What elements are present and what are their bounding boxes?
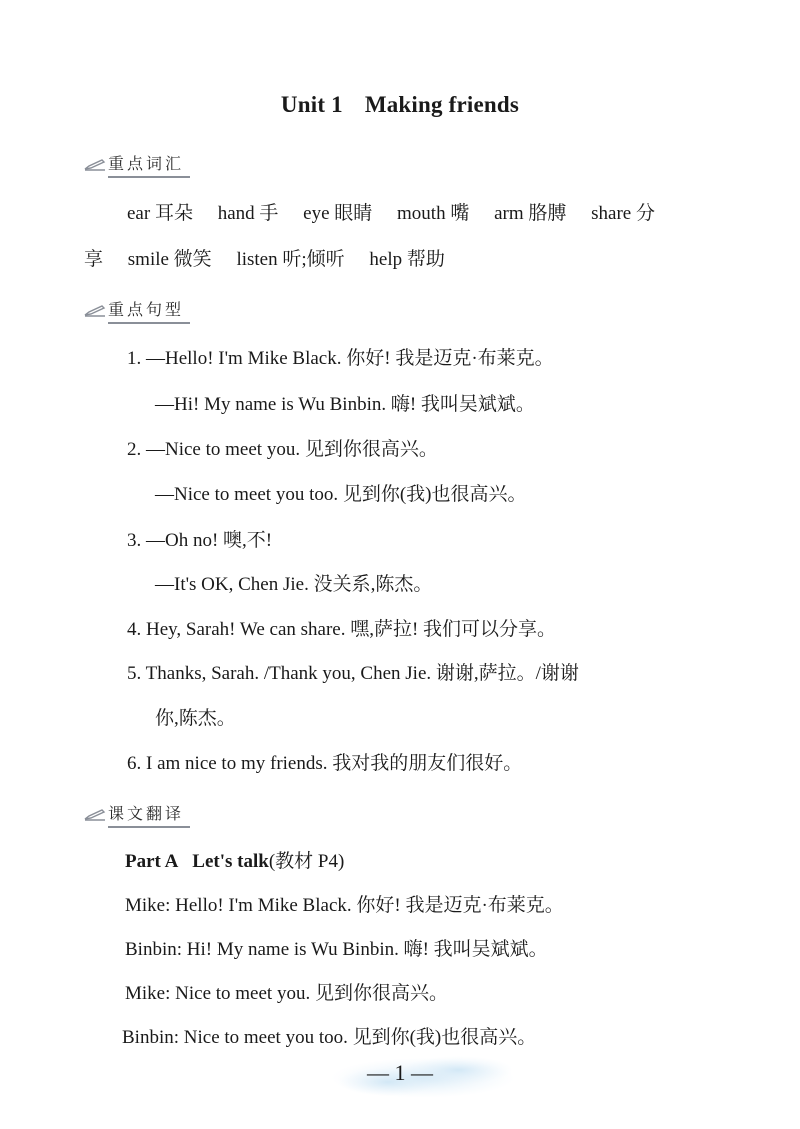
- part-note: (教材 P4): [268, 851, 345, 872]
- section-heading-sentences: [84, 296, 190, 324]
- sentence-line: 1. —Hello! I'm Mike Black. 你好! 我是迈克·布莱克。: [127, 348, 554, 369]
- vocab-item: listen 听;倾听: [236, 249, 345, 270]
- page-number: — 1 —: [367, 1060, 433, 1085]
- sentence-line: 4. Hey, Sarah! We can share. 嘿,萨拉! 我们可以分享。: [127, 619, 557, 640]
- vocab-item: help 帮助: [369, 249, 445, 270]
- section-label: 重点词汇: [108, 151, 190, 178]
- unit-number: Unit 1: [280, 92, 343, 117]
- vocab-item: smile 微笑: [127, 249, 212, 270]
- vocab-item: hand 手: [217, 203, 279, 224]
- sentence-line: 2. —Nice to meet you. 见到你很高兴。: [127, 439, 438, 460]
- vocab-row-2: [84, 246, 445, 274]
- sentence-line: 你,陈杰。: [155, 708, 236, 729]
- vocab-item: 享: [84, 249, 104, 270]
- section-heading-translation: [84, 800, 190, 828]
- sentence-line: —Nice to meet you too. 见到你(我)也很高兴。: [155, 484, 527, 505]
- part-title: Let's talk: [192, 851, 269, 872]
- sentence-line: —Hi! My name is Wu Binbin. 嗨! 我叫吴斌斌。: [155, 394, 535, 415]
- vocab-item: share 分: [591, 203, 655, 224]
- section-label: 课文翻译: [108, 801, 190, 828]
- unit-name: Making friends: [364, 92, 520, 117]
- vocab-item: mouth 嘴: [397, 203, 470, 224]
- pencil-icon: [84, 303, 106, 317]
- section-heading-vocab: [84, 150, 190, 178]
- sentence-line: —It's OK, Chen Jie. 没关系,陈杰。: [155, 574, 433, 595]
- section-label: 重点句型: [108, 297, 190, 324]
- dialogue-line: Binbin: Hi! My name is Wu Binbin. 嗨! 我叫吴斌斌。: [125, 939, 548, 960]
- sentence-line: 5. Thanks, Sarah. /Thank you, Chen Jie. 谢谢,萨拉。/谢谢: [127, 663, 579, 684]
- dialogue-line: Mike: Hello! I'm Mike Black. 你好! 我是迈克·布莱克。: [125, 895, 564, 916]
- vocab-item: ear 耳朵: [127, 203, 193, 224]
- vocab-row-1: [127, 200, 655, 228]
- dialogue-line: Mike: Nice to meet you. 见到你很高兴。: [125, 983, 448, 1004]
- part-label: Part A: [125, 851, 179, 872]
- pencil-icon: [84, 157, 106, 171]
- sentence-line: 6. I am nice to my friends. 我对我的朋友们很好。: [127, 753, 523, 774]
- vocab-item: arm 胳膊: [494, 203, 567, 224]
- vocab-item: eye 眼睛: [303, 203, 373, 224]
- sentence-line: 3. —Oh no! 噢,不!: [127, 530, 273, 551]
- part-heading: [125, 848, 344, 876]
- page-title: [0, 92, 800, 118]
- dialogue-line: Binbin: Nice to meet you too. 见到你(我)也很高兴。: [122, 1027, 537, 1048]
- pencil-icon: [84, 807, 106, 821]
